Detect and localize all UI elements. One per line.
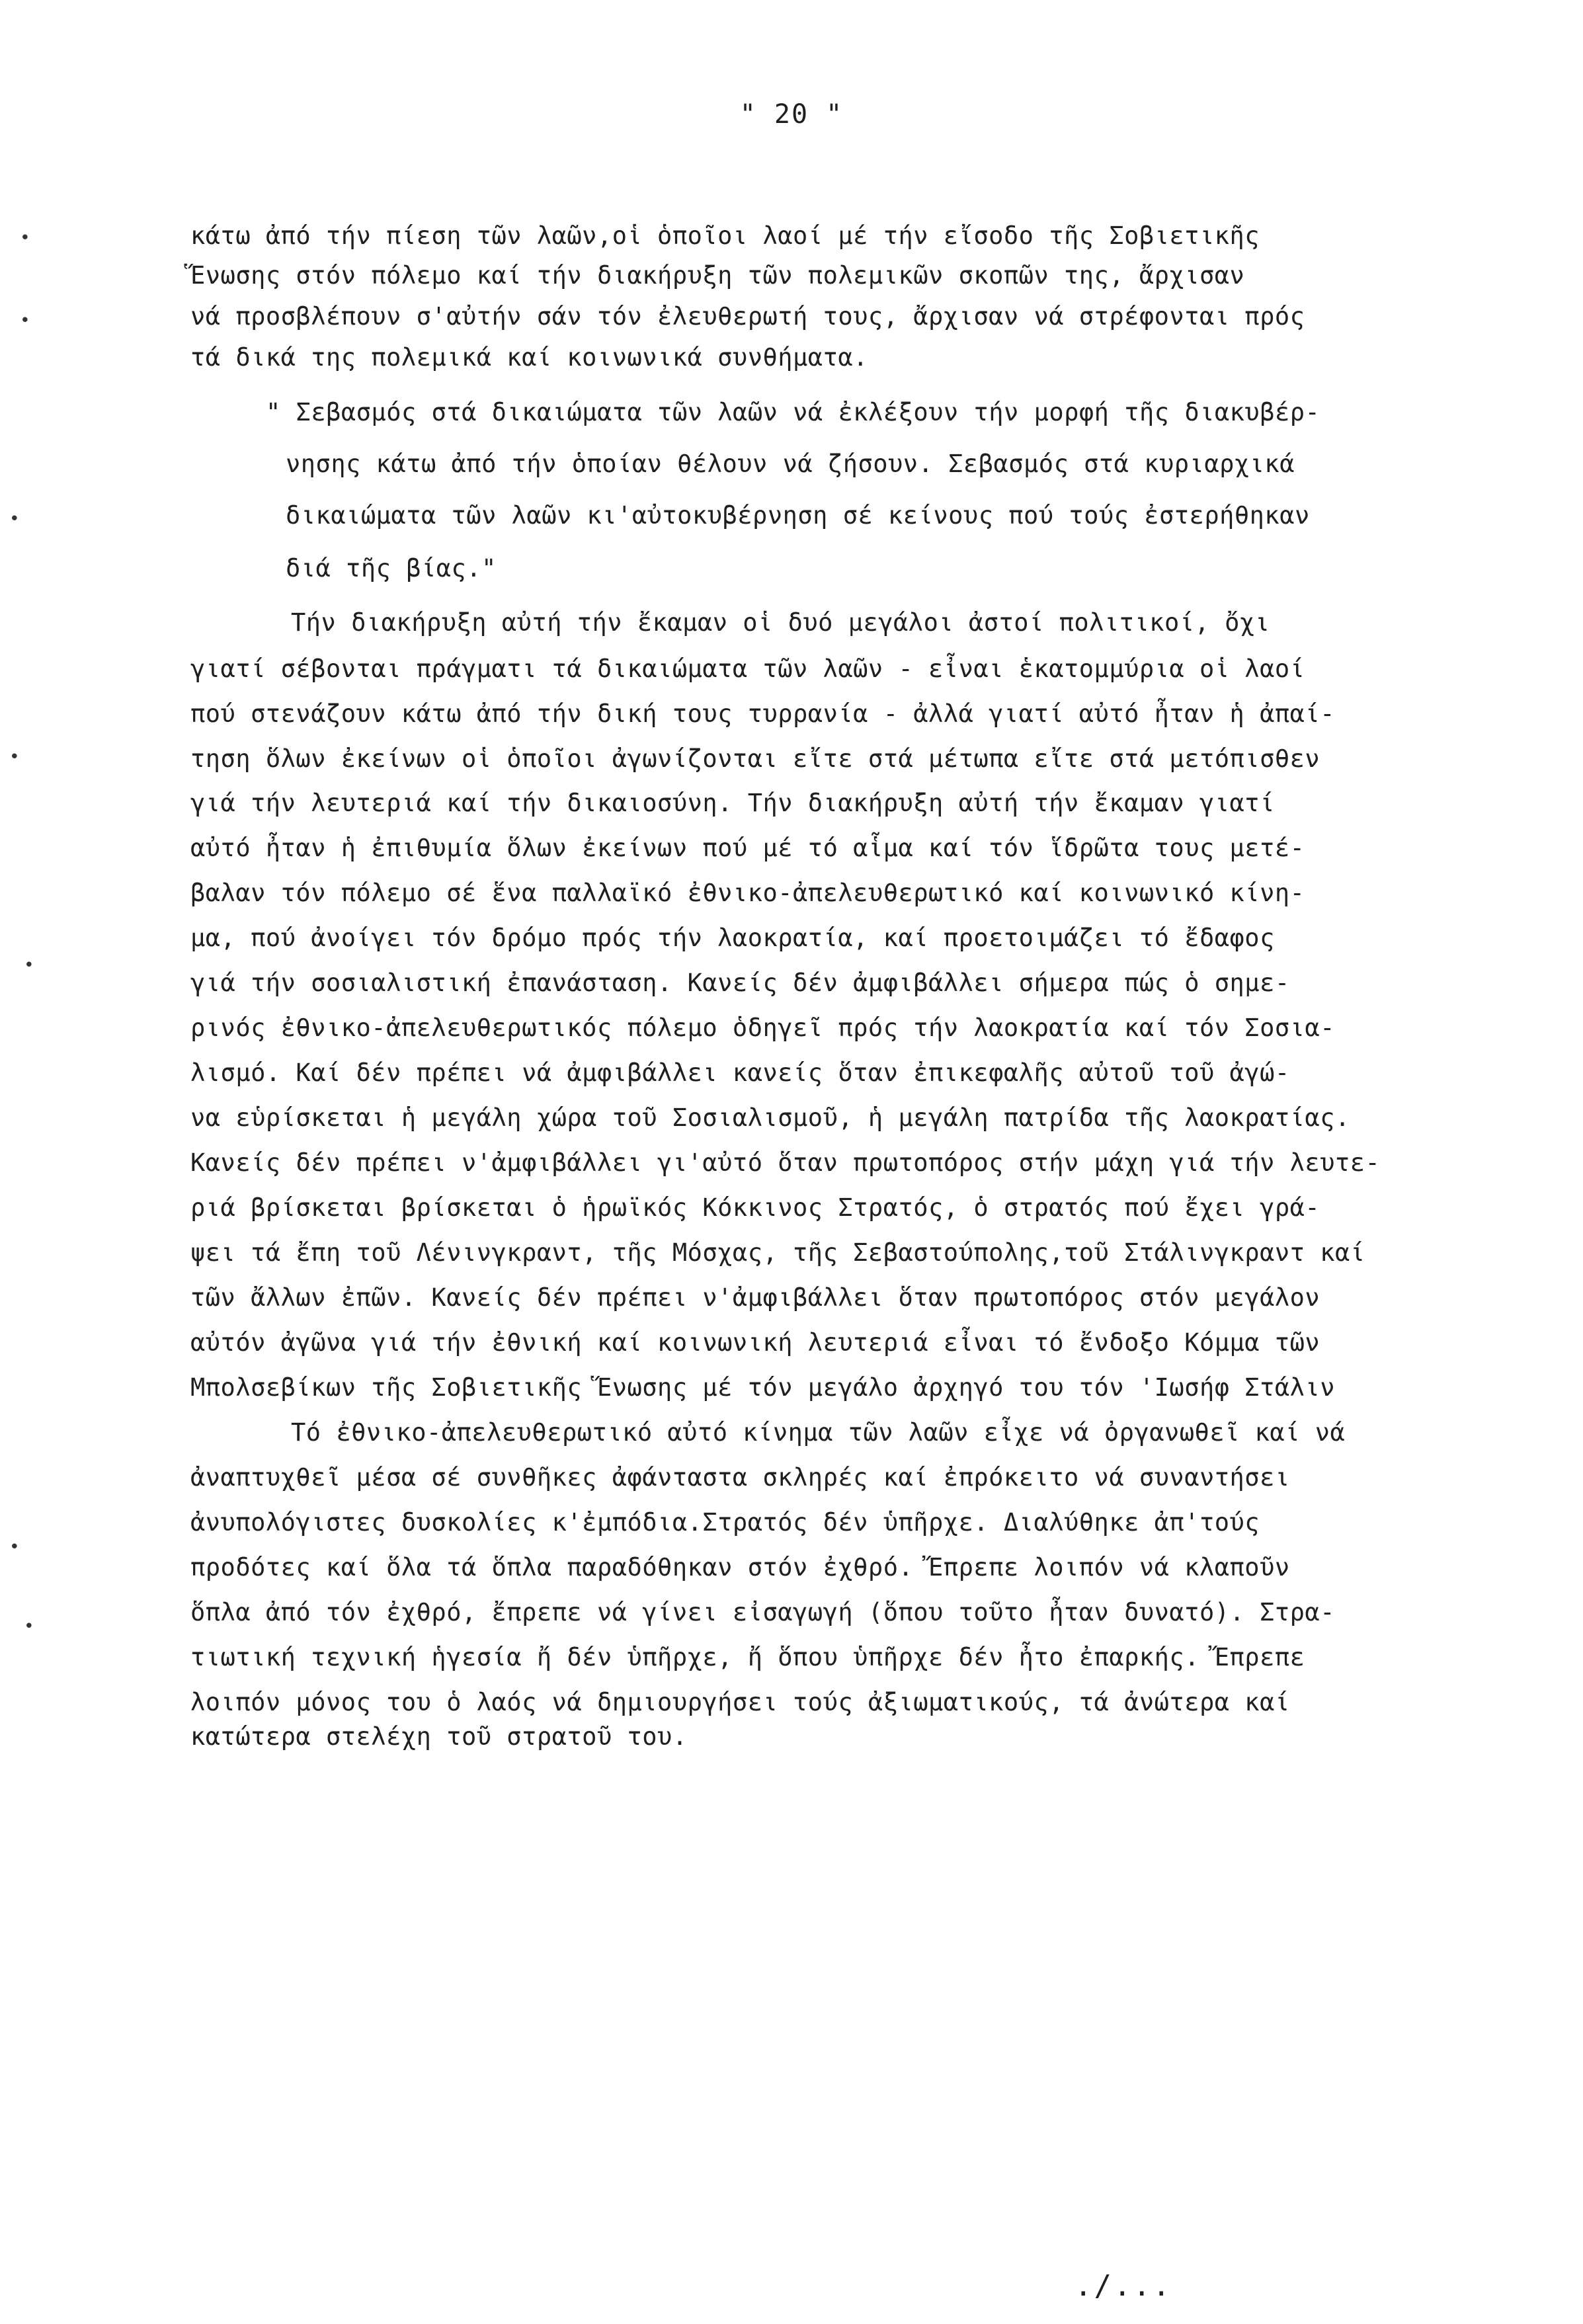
text-line: τιωτική τεχνική ἡγεσία ἤ δέν ὑπῆρχε, ἤ ὅπου ὑπῆρχε δέν ἦτο ἐπαρκής. Ἔπρεπε (190, 1643, 1305, 1671)
text-line: Κανείς δέν πρέπει ν'ἀμφιβάλλει γι'αὐτό ὅταν πρωτοπόρος στήν μάχη γιά τήν λευτε- (190, 1148, 1381, 1177)
text-line: κάτω ἀπό τήν πίεση τῶν λαῶν,οἱ ὁποῖοι λαοί μέ τήν εἴσοδο τῆς Σοβιετικῆς (190, 221, 1260, 250)
text-line: τῶν ἄλλων ἐπῶν. Κανείς δέν πρέπει ν'ἀμφιβάλλει ὅταν πρωτοπόρος στόν μεγάλον (190, 1283, 1320, 1312)
text-line: " Σεβασμός στά δικαιώματα τῶν λαῶν νά ἐκλέξουν τήν μορφή τῆς διακυβέρ- (266, 398, 1320, 426)
text-line: ψει τά ἔπη τοῦ Λένινγκραντ, τῆς Μόσχας, τῆς Σεβαστούπολης,τοῦ Στάλινγκραντ καί (190, 1238, 1365, 1267)
text-line: λοιπόν μόνος του ὁ λαός νά δημιουργήσει τούς ἀξιωματικούς, τά ἀνώτερα καί (190, 1688, 1290, 1716)
text-line: να εὑρίσκεται ἡ μεγάλη χώρα τοῦ Σοσιαλισμοῦ, ἡ μεγάλη πατρίδα τῆς λαοκρατίας. (190, 1103, 1350, 1132)
text-line: Ἕνωσης στόν πόλεμο καί τήν διακήρυξη τῶν πολεμικῶν σκοπῶν της, ἄρχισαν (190, 261, 1245, 290)
text-line: τηση ὅλων ἐκείνων οἱ ὁποῖοι ἀγωνίζονται εἴτε στά μέτωπα εἴτε στά μετόπισθεν (190, 744, 1320, 773)
text-line: νά προσβλέπουν σ'αὐτήν σάν τόν ἐλευθερωτή τους, ἄρχισαν νά στρέφονται πρός (190, 302, 1305, 331)
text-line: αὐτό ἦταν ἡ ἐπιθυμία ὅλων ἐκείνων πού μέ τό αἷμα καί τόν ἵδρῶτα τους μετέ- (190, 834, 1305, 862)
margin-dot-icon: • (9, 509, 20, 529)
text-line: πού στενάζουν κάτω ἀπό τήν δική τους τυρρανία - ἀλλά γιατί αὐτό ἦταν ἡ ἀπαί- (190, 700, 1335, 728)
continuation-mark: ./... (1075, 2269, 1172, 2303)
margin-dot-icon: • (24, 955, 34, 975)
margin-dot-icon: • (9, 747, 20, 767)
text-line: ἀνυπολόγιστες δυσκολίες κ'ἐμπόδια.Στρατός δέν ὑπῆρχε. Διαλύθηκε ἀπ'τούς (190, 1508, 1260, 1537)
text-line: γιά τήν σοσιαλιστική ἐπανάσταση. Κανείς δέν ἀμφιβάλλει σήμερα πώς ὁ σημε- (190, 969, 1290, 997)
text-line: βαλαν τόν πόλεμο σέ ἕνα παλλαϊκό ἐθνικο-ἀπελευθερωτικό καί κοινωνικό κίνη- (190, 879, 1305, 907)
text-line: ριά βρίσκεται βρίσκεται ὁ ἡρωϊκός Κόκκινος Στρατός, ὁ στρατός πού ἔχει γρά- (190, 1193, 1320, 1222)
text-line: ὅπλα ἀπό τόν ἐχθρό, ἔπρεπε νά γίνει εἰσαγωγή (ὅπου τοῦτο ἦταν δυνατό). Στρα- (190, 1598, 1335, 1626)
text-line: ρινός ἐθνικο-ἀπελευθερωτικός πόλεμο ὁδηγεῖ πρός τήν λαοκρατία καί τόν Σοσια- (190, 1014, 1335, 1042)
text-line: προδότες καί ὅλα τά ὅπλα παραδόθηκαν στόν ἐχθρό. Ἔπρεπε λοιπόν νά κλαποῦν (190, 1553, 1290, 1582)
margin-dot-icon: • (20, 228, 30, 248)
text-line: ἀναπτυχθεῖ μέσα σέ συνθῆκες ἀφάνταστα σκληρές καί ἐπρόκειτο νά συναντήσει (190, 1463, 1290, 1492)
margin-dot-icon: • (9, 1537, 20, 1557)
text-line: λισμό. Καί δέν πρέπει νά ἀμφιβάλλει κανείς ὅταν ἐπικεφαλῆς αὐτοῦ τοῦ ἀγώ- (190, 1059, 1290, 1087)
page-number: " 20 " (739, 99, 844, 130)
text-line: αὐτόν ἀγῶνα γιά τήν ἐθνική καί κοινωνική λευτεριά εἶναι τό ἔνδοξο Κόμμα τῶν (190, 1328, 1320, 1357)
text-line: διά τῆς βίας." (286, 554, 497, 582)
text-line: Μπολσεβίκων τῆς Σοβιετικῆς Ἕνωσης μέ τόν μεγάλο ἀρχηγό του τόν 'Ιωσήφ Στάλιν (190, 1373, 1335, 1402)
text-line: δικαιώματα τῶν λαῶν κι'αὐτοκυβέρνηση σέ κείνους πού τούς ἐστερήθηκαν (286, 501, 1310, 530)
margin-dot-icon: • (20, 311, 30, 331)
text-line: μα, πού ἀνοίγει τόν δρόμο πρός τήν λαοκρατία, καί προετοιμάζει τό ἔδαφος (190, 924, 1275, 952)
text-line: νησης κάτω ἀπό τήν ὁποίαν θέλουν νά ζήσουν. Σεβασμός στά κυριαρχικά (286, 450, 1295, 478)
margin-dot-icon: • (24, 1617, 34, 1636)
text-line: κατώτερα στελέχη τοῦ στρατοῦ του. (190, 1722, 688, 1751)
text-line: τά δικά της πολεμικά καί κοινωνικά συνθήματα. (190, 343, 868, 372)
text-line: γιά τήν λευτεριά καί τήν δικαιοσύνη. Τήν διακήρυξη αὐτή τήν ἔκαμαν γιατί (190, 789, 1275, 817)
text-line: Τό ἐθνικο-ἀπελευθερωτικό αὐτό κίνημα τῶν λαῶν εἶχε νά ὀργανωθεῖ καί νά (291, 1418, 1346, 1447)
text-line: Τήν διακήρυξη αὐτή τήν ἔκαμαν οἱ δυό μεγάλοι ἀστοί πολιτικοί, ὄχι (291, 608, 1270, 637)
text-line: γιατί σέβονται πράγματι τά δικαιώματα τῶν λαῶν - εἶναι ἑκατομμύρια οἱ λαοί (190, 655, 1305, 683)
